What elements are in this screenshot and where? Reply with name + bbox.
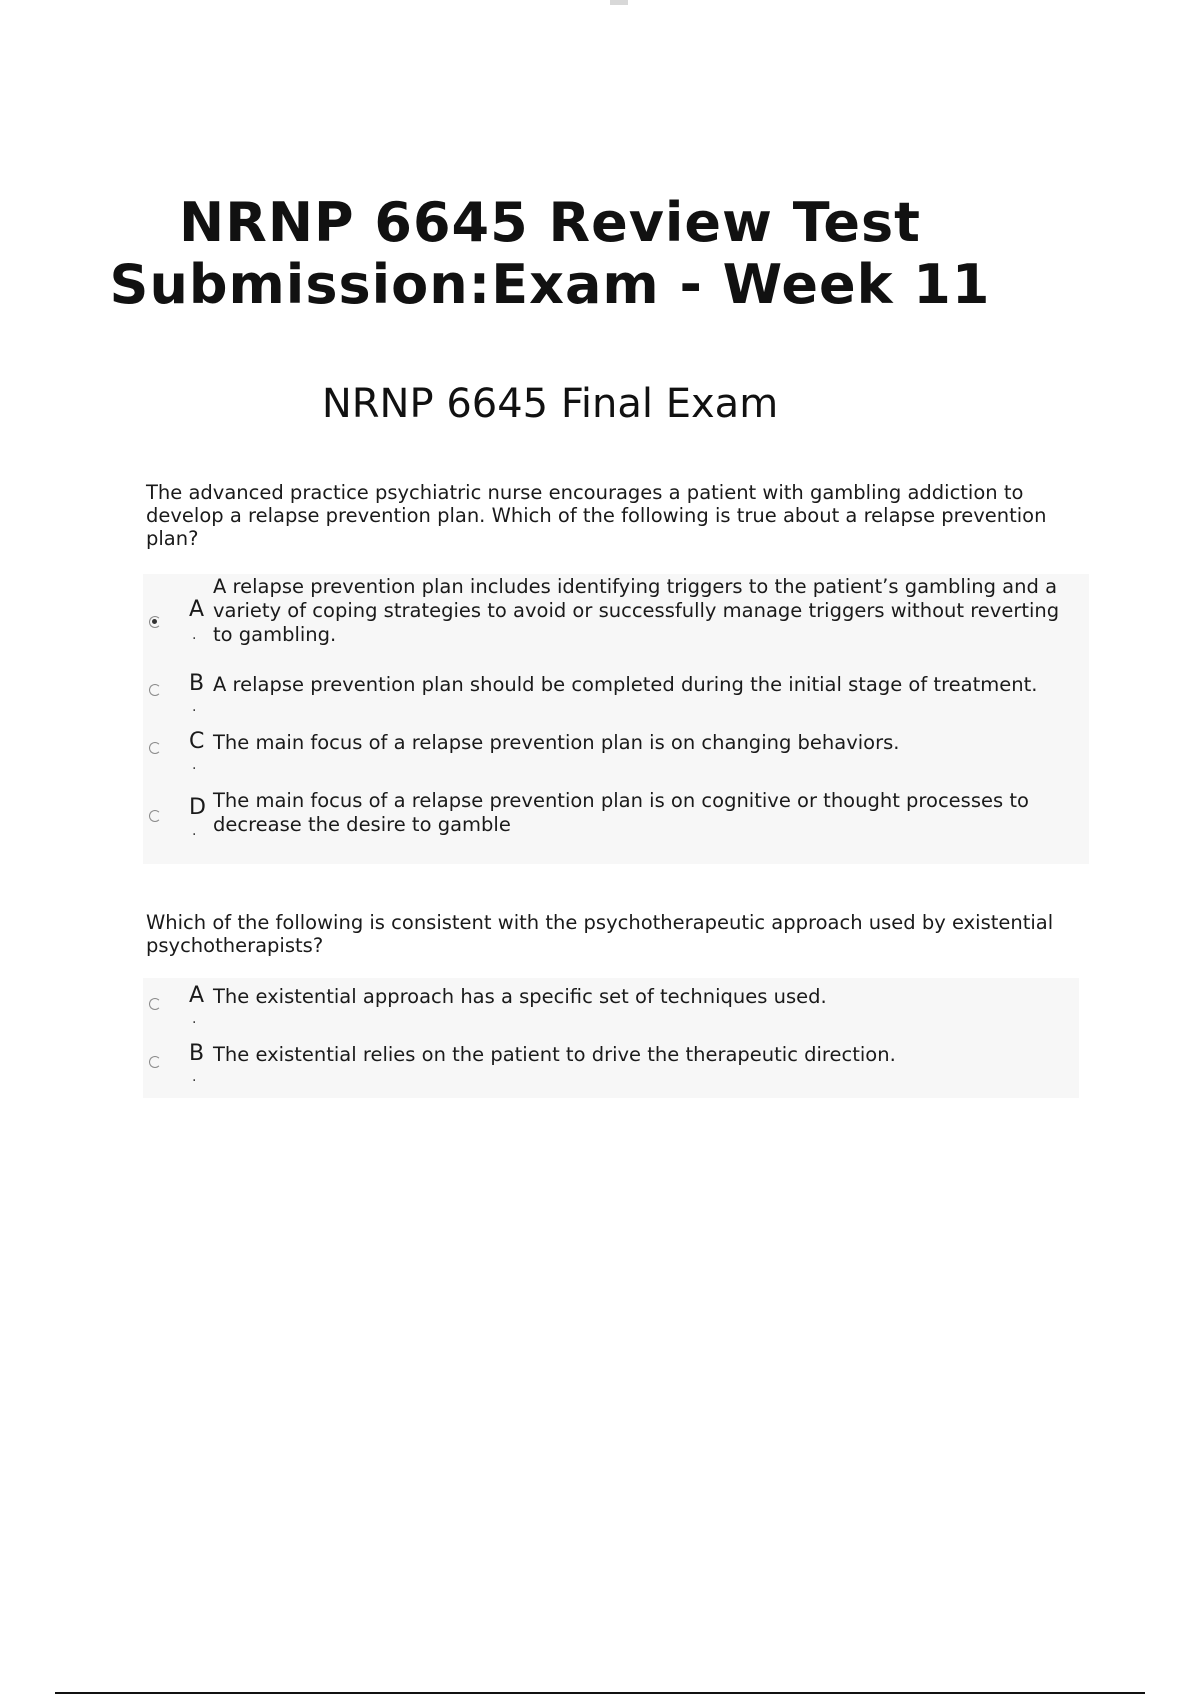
option-letter: B	[189, 1041, 205, 1066]
option-letter-dot: .	[192, 1011, 197, 1027]
option-letter: D	[189, 795, 206, 820]
question-2-option-a[interactable]	[143, 984, 1079, 1032]
option-text: The existential relies on the patient to drive the therapeutic direction.	[213, 1043, 896, 1066]
radio-icon[interactable]	[149, 810, 161, 822]
page-top-mark	[610, 0, 628, 5]
option-text: The main focus of a relapse prevention plan is on changing behaviors.	[213, 731, 900, 754]
option-letter: A	[189, 983, 205, 1008]
radio-icon[interactable]	[149, 684, 161, 696]
page-title-line-1: NRNP 6645 Review Test	[179, 191, 921, 254]
question-1-option-a[interactable]	[143, 574, 1089, 646]
option-text: A relapse prevention plan should be completed during the initial stage of treatment.	[213, 673, 1038, 696]
question-1-options	[143, 574, 1089, 864]
question-2-options	[143, 978, 1079, 1098]
page-title-line-2: Submission:Exam - Week 11	[109, 253, 991, 316]
option-letter-dot: .	[192, 757, 197, 773]
question-1-option-d[interactable]	[143, 788, 1089, 848]
option-letter-dot: .	[192, 823, 197, 839]
option-letter: B	[189, 671, 205, 696]
radio-selected-icon[interactable]	[149, 616, 161, 628]
question-1-text: The advanced practice psychiatric nurse encourages a patient with gambling addiction to develop a relapse prevention plan. Which of the following is true about a relapse prevention plan?	[146, 481, 1047, 550]
radio-icon[interactable]	[149, 742, 161, 754]
option-letter-dot: .	[192, 1069, 197, 1085]
option-text: A relapse prevention plan includes identifying triggers to the patient’s gambling and a variety of coping strategies to avoid or successfully manage triggers without reverting to gambling.	[213, 575, 1060, 646]
exam-subtitle: NRNP 6645 Final Exam	[321, 381, 779, 427]
option-text: The main focus of a relapse prevention plan is on cognitive or thought processes to decrease the desire to gamble	[213, 789, 1029, 836]
option-letter-dot: .	[192, 627, 197, 643]
option-letter-dot: .	[192, 699, 197, 715]
bottom-divider	[55, 1692, 1145, 1694]
option-letter: A	[189, 597, 205, 622]
option-letter: C	[189, 729, 205, 754]
question-2-text: Which of the following is consistent with the psychotherapeutic approach used by existential psychotherapists?	[146, 911, 1054, 957]
question-2-option-b[interactable]	[143, 1042, 1079, 1090]
radio-icon[interactable]	[149, 998, 161, 1010]
question-1-option-c[interactable]	[143, 730, 1089, 778]
question-1-option-b[interactable]	[143, 672, 1089, 720]
radio-icon[interactable]	[149, 1056, 161, 1068]
option-text: The existential approach has a specific set of techniques used.	[213, 985, 827, 1008]
